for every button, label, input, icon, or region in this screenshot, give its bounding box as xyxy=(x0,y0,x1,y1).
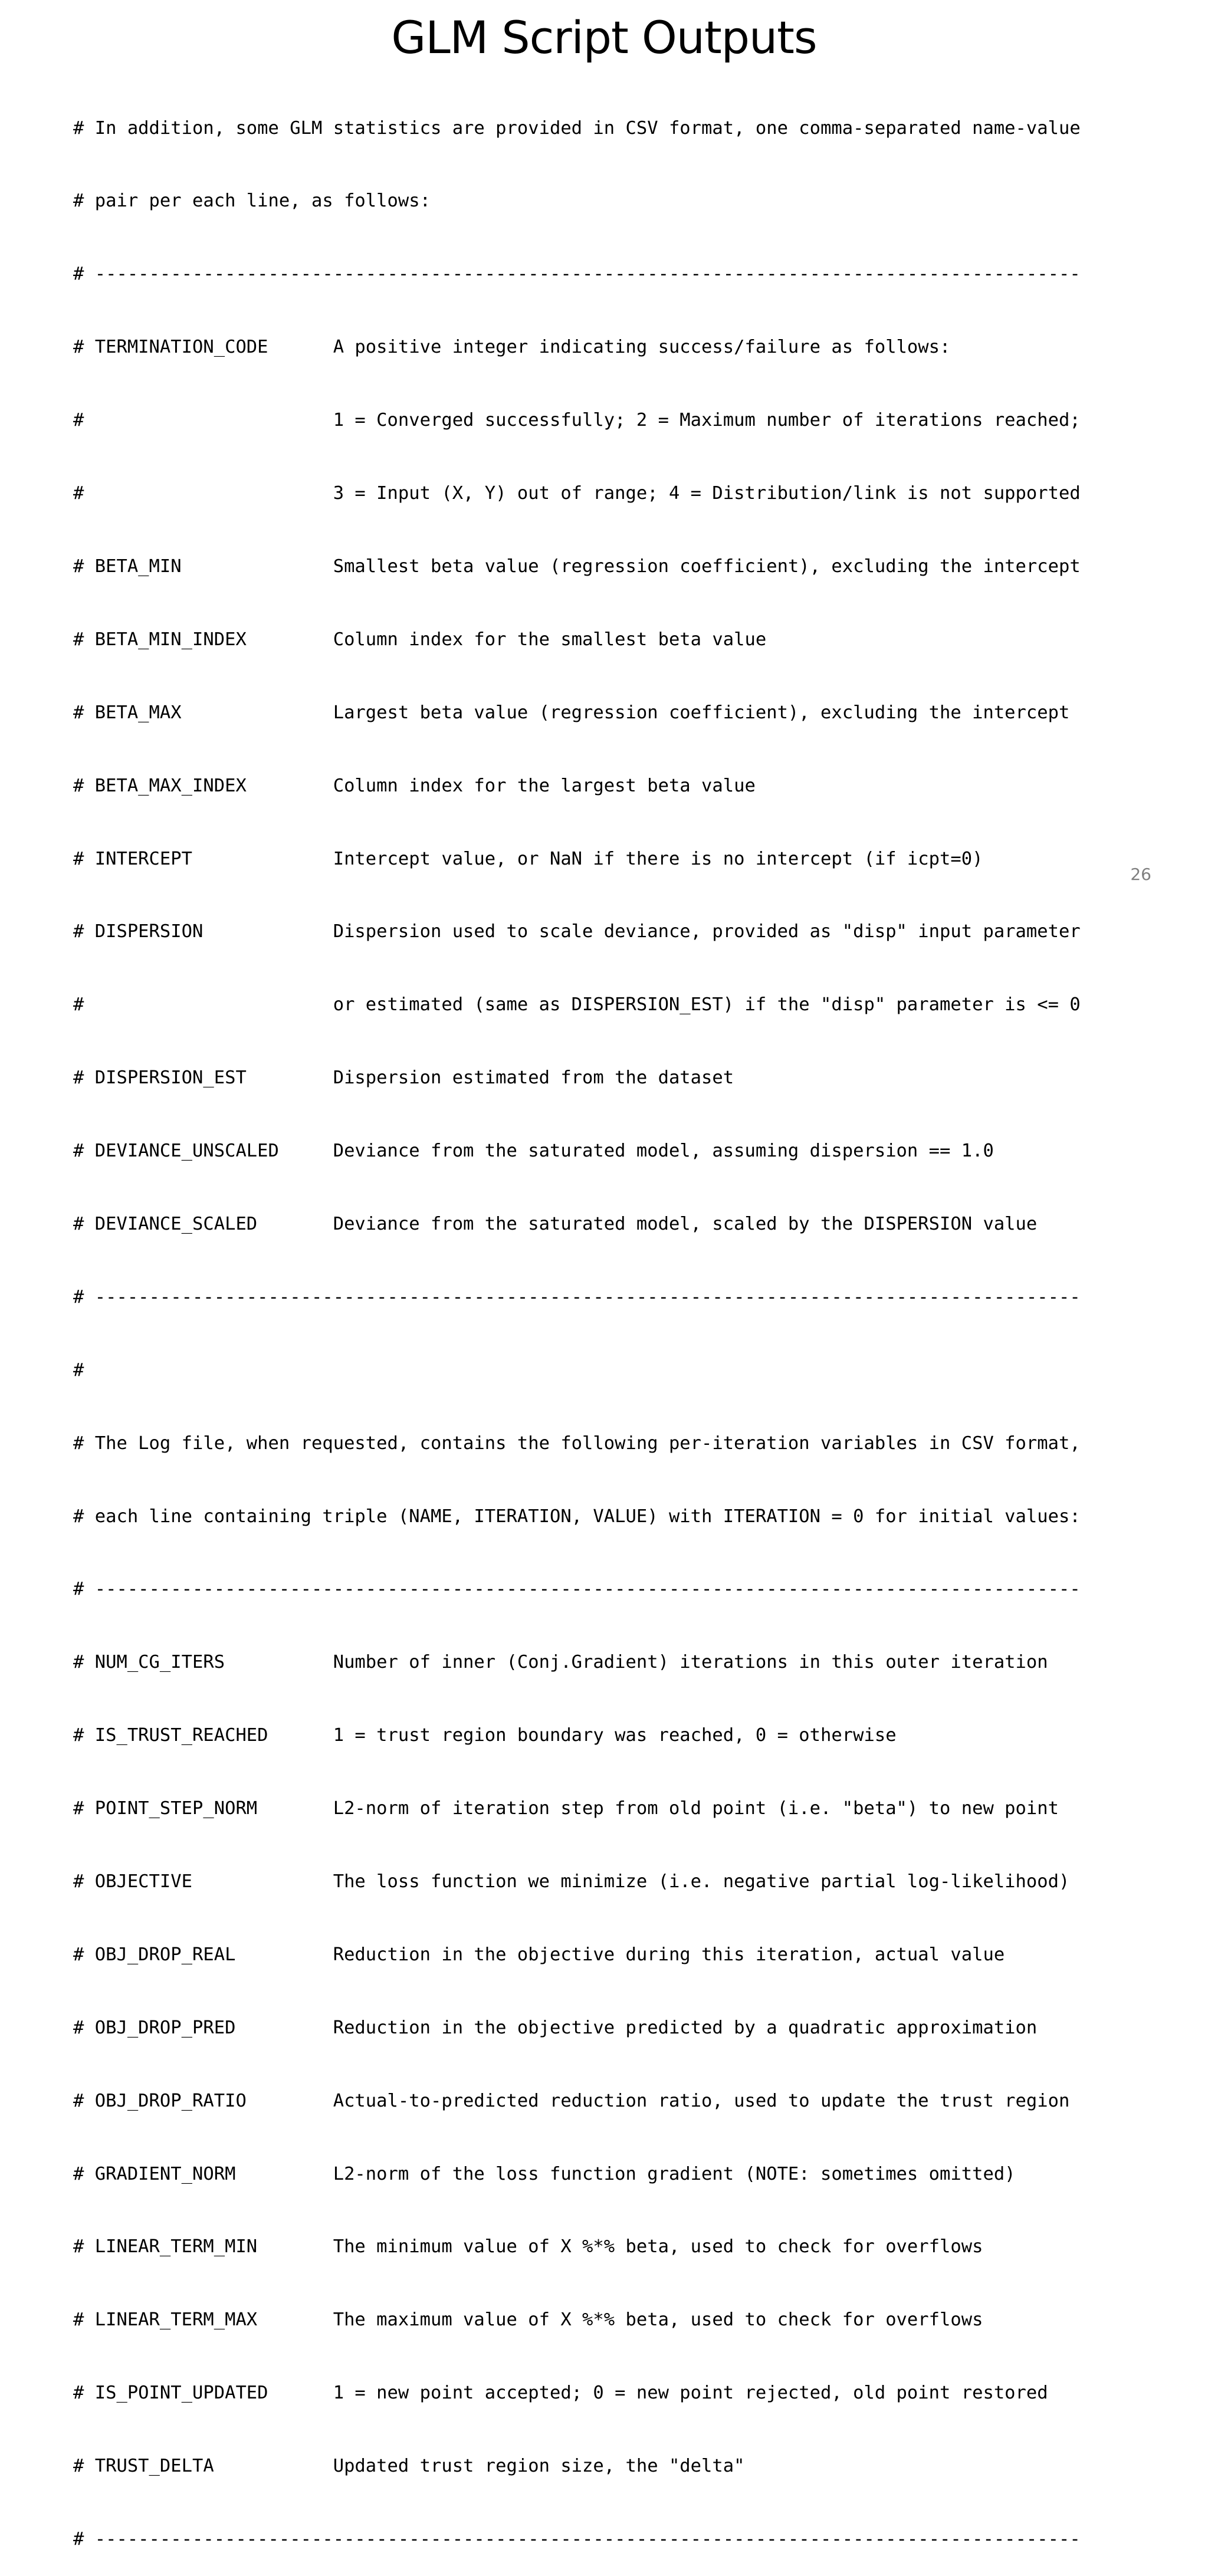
code-line-point-step-norm: # POINT_STEP_NORM L2-norm of iteration step from old point (i.e. "beta") to new point xyxy=(73,1798,1059,1819)
code-line-separator: # ------------------------------------------------------------------------------------------- xyxy=(73,1579,1081,1600)
code-line-termination-code-cont-1: # 1 = Converged successfully; 2 = Maximum number of iterations reached; xyxy=(73,410,1081,431)
code-line-deviance-scaled: # DEVIANCE_SCALED Deviance from the saturated model, scaled by the DISPERSION value xyxy=(73,1213,1038,1234)
code-line-beta-min: # BETA_MIN Smallest beta value (regression coefficient), excluding the intercept xyxy=(73,556,1081,577)
code-line-intercept: # INTERCEPT Intercept value, or NaN if there is no intercept (if icpt=0) xyxy=(73,848,983,869)
code-line-separator: # ------------------------------------------------------------------------------------------- xyxy=(73,2528,1081,2549)
code-line-objective: # OBJECTIVE The loss function we minimize (i.e. negative partial log-likelihood) xyxy=(73,1871,1070,1892)
code-line-obj-drop-real: # OBJ_DROP_REAL Reduction in the objective during this iteration, actual value xyxy=(73,1944,1005,1965)
code-line-obj-drop-pred: # OBJ_DROP_PRED Reduction in the objective predicted by a quadratic approximation xyxy=(73,2017,1038,2038)
code-line-separator: # ------------------------------------------------------------------------------------------- xyxy=(73,1286,1081,1307)
code-line-separator: # ------------------------------------------------------------------------------------------- xyxy=(73,264,1081,285)
code-line-termination-code: # TERMINATION_CODE A positive integer indicating success/failure as follows: xyxy=(73,337,951,358)
code-line-termination-code-cont-2: # 3 = Input (X, Y) out of range; 4 = Distribution/link is not supported xyxy=(73,483,1081,504)
code-line-is-trust-reached: # IS_TRUST_REACHED 1 = trust region boundary was reached, 0 = otherwise xyxy=(73,1725,897,1746)
code-line-beta-max: # BETA_MAX Largest beta value (regression coefficient), excluding the intercept xyxy=(73,702,1070,723)
code-line-log-intro-2: # each line containing triple (NAME, ITERATION, VALUE) with ITERATION = 0 for initial values: xyxy=(73,1506,1081,1527)
code-line-gradient-norm: # GRADIENT_NORM L2-norm of the loss function gradient (NOTE: sometimes omitted) xyxy=(73,2163,1016,2184)
code-line-obj-drop-ratio: # OBJ_DROP_RATIO Actual-to-predicted reduction ratio, used to update the trust region xyxy=(73,2090,1070,2111)
slide-title: GLM Script Outputs xyxy=(391,11,817,64)
code-line-dispersion: # DISPERSION Dispersion used to scale deviance, provided as "disp" input parameter xyxy=(73,921,1081,942)
code-line-trust-delta: # TRUST_DELTA Updated trust region size, the "delta" xyxy=(73,2456,745,2477)
page-number: 26 xyxy=(1130,865,1151,884)
code-line-is-point-updated: # IS_POINT_UPDATED 1 = new point accepted; 0 = new point rejected, old point restored xyxy=(73,2383,1048,2404)
code-line-csv-intro-2: # pair per each line, as follows: xyxy=(73,190,431,212)
code-line-dispersion-est: # DISPERSION_EST Dispersion estimated from the dataset xyxy=(73,1067,734,1089)
code-line-linear-term-min: # LINEAR_TERM_MIN The minimum value of X %*% beta, used to check for overflows xyxy=(73,2236,983,2258)
code-line-blank-comment: # xyxy=(73,1359,84,1381)
code-line-dispersion-cont: # or estimated (same as DISPERSION_EST) if the "disp" parameter is <= 0 xyxy=(73,994,1081,1016)
code-line-log-intro-1: # The Log file, when requested, contains the following per-iteration variables in CSV format, xyxy=(73,1432,1081,1454)
code-line-deviance-unscaled: # DEVIANCE_UNSCALED Deviance from the saturated model, assuming dispersion == 1.0 xyxy=(73,1141,994,1162)
code-line-beta-max-index: # BETA_MAX_INDEX Column index for the largest beta value xyxy=(73,775,756,796)
code-line-csv-intro-1: # In addition, some GLM statistics are provided in CSV format, one comma-separated name-value xyxy=(73,117,1081,139)
code-line-num-cg-iters: # NUM_CG_ITERS Number of inner (Conj.Gradient) iterations in this outer iteration xyxy=(73,1652,1048,1673)
code-block xyxy=(73,67,1135,2576)
code-line-beta-min-index: # BETA_MIN_INDEX Column index for the smallest beta value xyxy=(73,629,767,650)
code-line-linear-term-max: # LINEAR_TERM_MAX The maximum value of X %*% beta, used to check for overflows xyxy=(73,2309,983,2331)
